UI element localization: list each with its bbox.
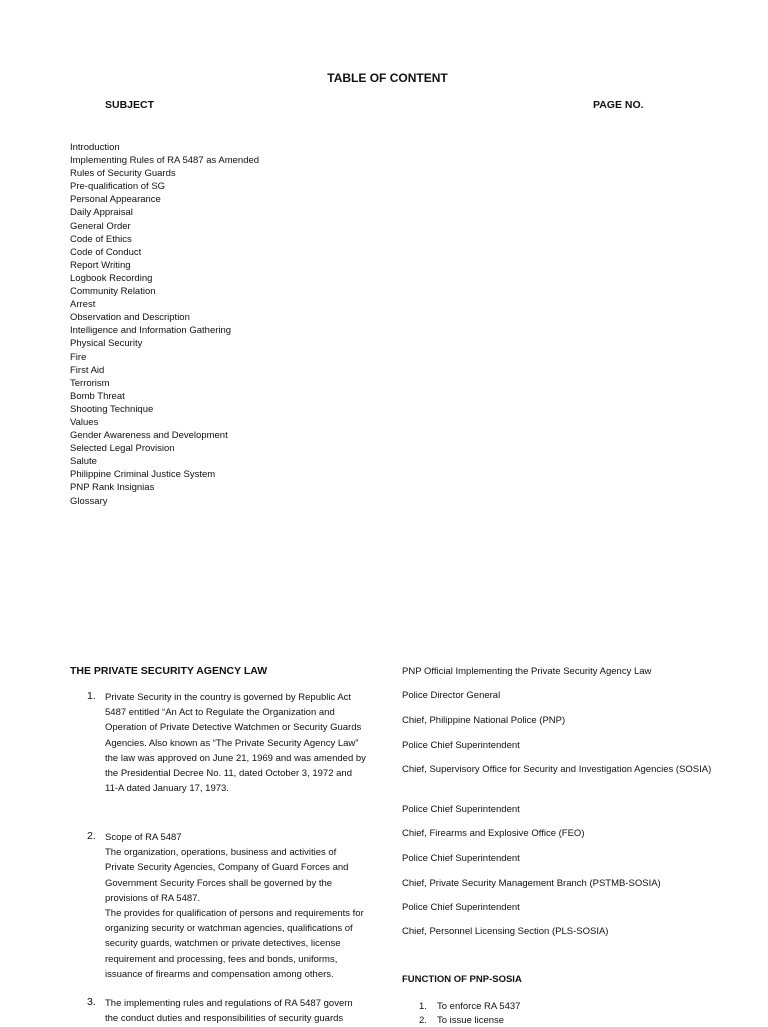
toc-entry: Intelligence and Information Gathering	[70, 324, 259, 337]
law-item-body	[105, 830, 367, 982]
function-text: To issue license	[437, 1014, 504, 1027]
toc-entry: Bomb Threat	[70, 390, 259, 403]
toc-entry: Selected Legal Provision	[70, 442, 259, 455]
list-number: 1.	[419, 1000, 427, 1014]
pnp-rank: Police Chief Superintendent	[402, 851, 712, 866]
list-number: 3.	[87, 996, 96, 1008]
pnp-rank: Police Director General	[402, 688, 712, 703]
toc-entry: Shooting Technique	[70, 403, 259, 416]
law-item-paragraph: The organization, operations, business and activities of Private Security Agencies, Company of Guard Forces and Government Security Forces shall be governed by the provisions of RA 5487.	[105, 845, 367, 906]
toc-entry: Pre-qualification of SG	[70, 180, 259, 193]
toc-entry: PNP Rank Insignias	[70, 481, 259, 494]
toc-entry: Implementing Rules of RA 5487 as Amended	[70, 154, 259, 167]
toc-entry: Gender Awareness and Development	[70, 429, 259, 442]
toc-entry: Community Relation	[70, 285, 259, 298]
toc-entry: Physical Security	[70, 337, 259, 350]
toc-entry: Terrorism	[70, 377, 259, 390]
toc-entry: Arrest	[70, 298, 259, 311]
toc-entry: Code of Conduct	[70, 246, 259, 259]
toc-subject-header: SUBJECT	[105, 99, 154, 111]
list-number: 2.	[87, 830, 96, 842]
pnp-heading: PNP Official Implementing the Private Security Agency Law	[402, 664, 712, 679]
pnp-position: Chief, Supervisory Office for Security and Investigation Agencies (SOSIA)	[402, 762, 712, 777]
pnp-rank: Police Chief Superintendent	[402, 738, 712, 753]
law-heading: THE PRIVATE SECURITY AGENCY LAW	[70, 664, 370, 678]
toc-entry: Introduction	[70, 141, 259, 154]
toc-entry: Logbook Recording	[70, 272, 259, 285]
toc-page-no-header: PAGE NO.	[593, 99, 644, 111]
law-item-text: Private Security in the country is governed by Republic Act 5487 entitled “An Act to Regulate the Organization and Operation of Private Detective Watchmen or Security Guards Agencies. Also known as “The Private Security Agency Law” the law was approved on June 21, 1969 and was amended by the Presidential Decree No. 11, dated October 3, 1972 and 11-A dated January 17, 1973.	[105, 690, 367, 796]
pnp-position: Chief, Philippine National Police (PNP)	[402, 713, 712, 728]
toc-entry: First Aid	[70, 364, 259, 377]
toc-entry: Daily Appraisal	[70, 206, 259, 219]
toc-entry: Glossary	[70, 495, 259, 508]
law-section	[70, 664, 370, 678]
toc-title: TABLE OF CONTENT	[0, 71, 768, 85]
toc-entry: Values	[70, 416, 259, 429]
pnp-rank: Police Chief Superintendent	[402, 900, 712, 915]
toc-entry: Salute	[70, 455, 259, 468]
law-item-title: Scope of RA 5487	[105, 830, 367, 845]
function-text: To enforce RA 5437	[437, 1000, 520, 1014]
toc-entry: Rules of Security Guards	[70, 167, 259, 180]
toc-entry: General Order	[70, 220, 259, 233]
pnp-position: Chief, Personnel Licensing Section (PLS-SOSIA)	[402, 924, 712, 939]
toc-entry: Personal Appearance	[70, 193, 259, 206]
law-item-text: The implementing rules and regulations of RA 5487 govern the conduct duties and responsibilities of security guards	[105, 996, 367, 1026]
toc-list	[70, 141, 259, 508]
toc-entry: Fire	[70, 351, 259, 364]
toc-entry: Report Writing	[70, 259, 259, 272]
law-item-paragraph: The provides for qualification of persons and requirements for organizing security or watchman agencies, qualifications of security guards, watchmen or private detectives, license requirement and processing, fees and bonds, uniforms, issuance of firearms and compensation among others.	[105, 906, 367, 982]
pnp-position: Chief, Firearms and Explosive Office (FEO)	[402, 826, 712, 841]
list-number: 1.	[87, 690, 96, 702]
pnp-rank: Police Chief Superintendent	[402, 802, 712, 817]
pnp-position: Chief, Private Security Management Branch (PSTMB-SOSIA)	[402, 876, 712, 891]
toc-entry: Code of Ethics	[70, 233, 259, 246]
list-number: 2.	[419, 1014, 427, 1027]
function-heading: FUNCTION OF PNP-SOSIA	[402, 974, 522, 985]
toc-entry: Philippine Criminal Justice System	[70, 468, 259, 481]
toc-entry: Observation and Description	[70, 311, 259, 324]
